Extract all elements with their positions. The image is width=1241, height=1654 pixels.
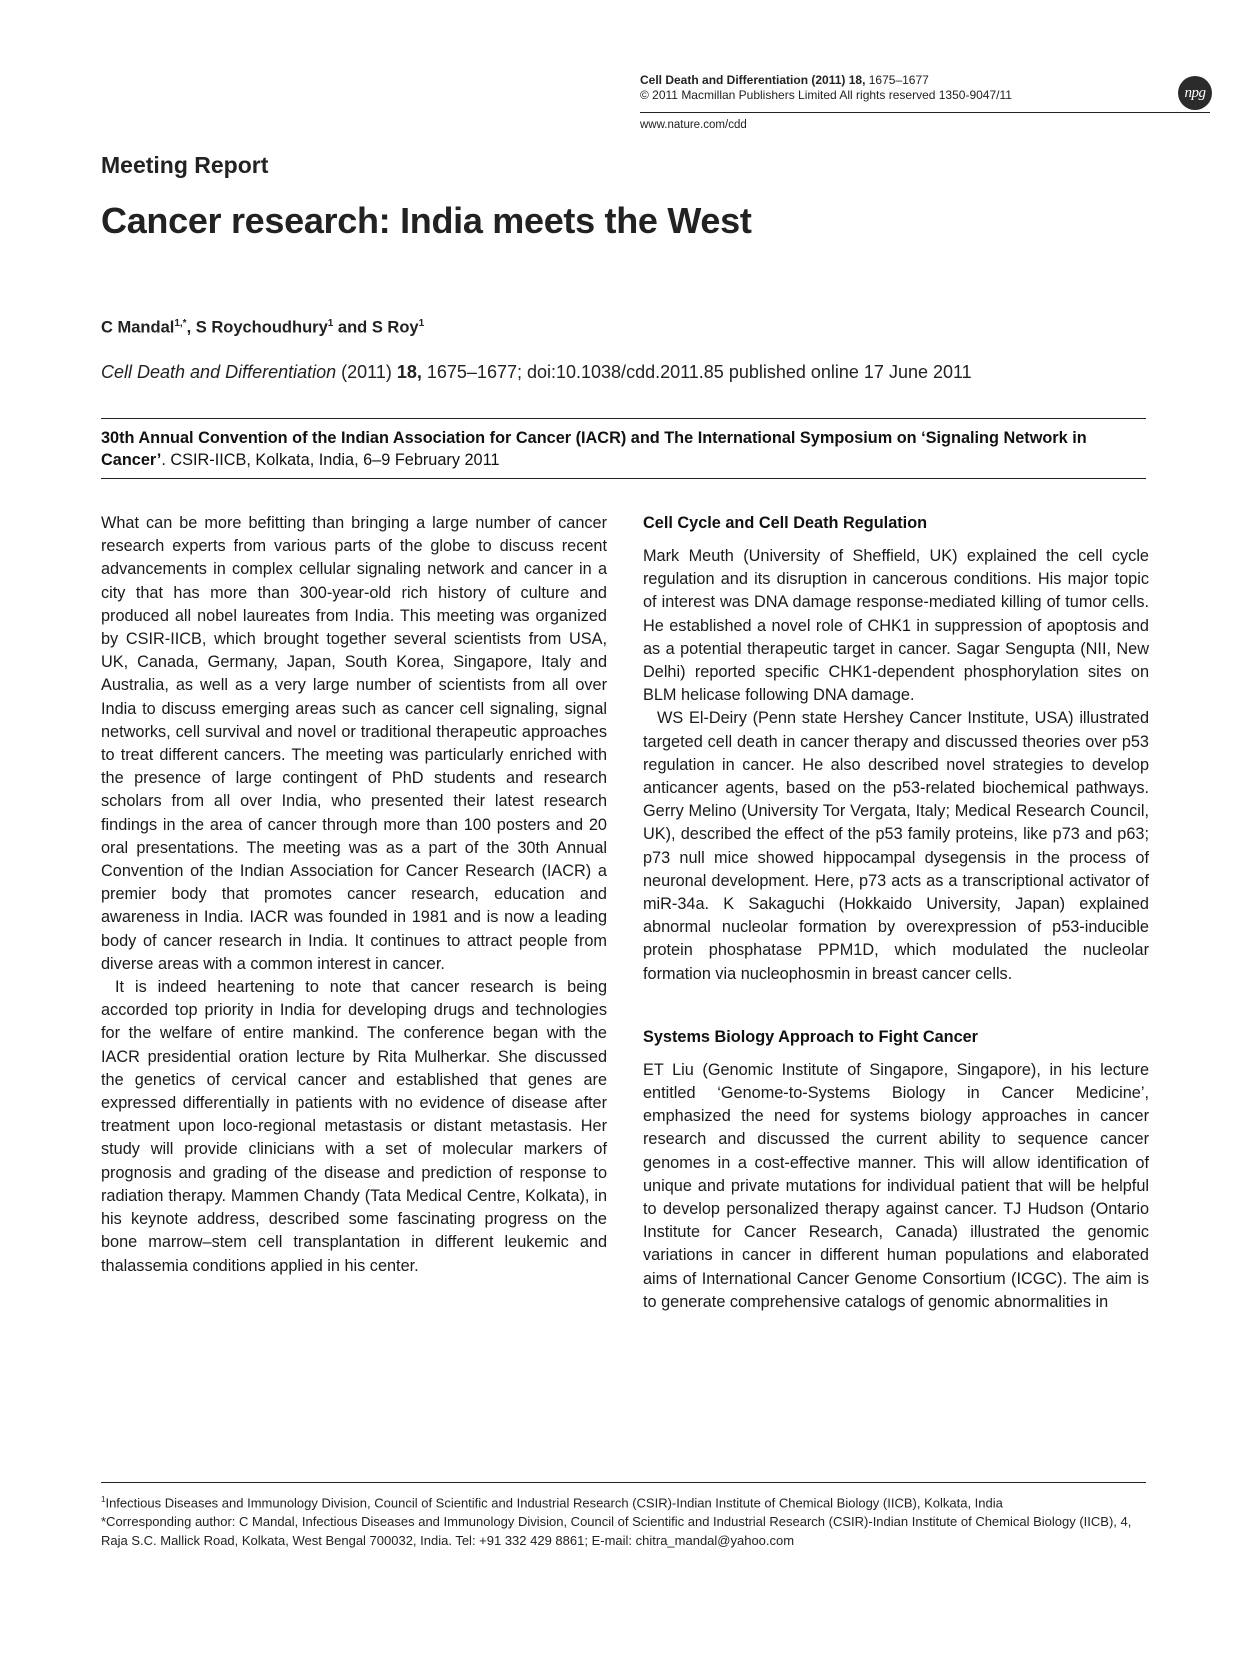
footnotes: [101, 1490, 1146, 1550]
author-affiliation-mark: 1: [327, 318, 334, 329]
author-name: C Mandal: [101, 318, 175, 337]
author-separator: and: [333, 318, 372, 337]
author-list: [101, 318, 424, 338]
copyright-line: © 2011 Macmillan Publishers Limited All rights reserved 1350-9047/11: [640, 88, 1012, 102]
author-affiliation-mark: 1,*: [174, 318, 187, 329]
body-paragraph: It is indeed heartening to note that cancer research is being accorded top priority in India for developing drugs and technologies for the welfare of entire mankind. The conference began with the IACR presidential oration lecture by Rita Mulherkar. She discussed the genetics of cervical cancer and established that genes are expressed differentially in patients with no evidence of disease after treatment upon loco-regional metastasis or distant metastasis. Her study will provide clinicians with a set of molecular markers of prognosis and grading of the disease and prediction of response to radiation therapy. Mammen Chandy (Tata Medical Centre, Kolkata), in his keynote address, described some fascinating progress on the bone marrow–stem cell transplantation in different leukemic and thalassemia conditions applied in his center.: [101, 978, 607, 1275]
npg-logo-icon: npg: [1178, 76, 1212, 110]
section-heading: Cell Cycle and Cell Death Regulation: [643, 514, 928, 532]
meeting-info-box: [101, 418, 1146, 479]
journal-name: Cell Death and Differentiation: [640, 73, 809, 87]
right-text-column: [643, 512, 1149, 1314]
affiliation-footnote: [101, 1490, 1146, 1512]
body-paragraph: ET Liu (Genomic Institute of Singapore, Singapore), in his lecture entitled ‘Genome-to-Systems Biology in Cancer Medicine’, emphasized the need for systems biology approaches in cancer research and discussed the current ability to sequence cancer genomes in a cost-effective manner. This will allow identification of unique and private mutations for individual patient that will be helpful to develop personalized therapy against cancer. TJ Hudson (Ontario Institute for Cancer Research, Canada) illustrated the genomic variations in cancer in different human populations and elaborated aims of International Cancer Genome Consortium (ICGC). The aim is to generate comprehensive catalogs of genomic abnormalities in: [643, 1060, 1149, 1311]
section-spacer: [643, 986, 1149, 1026]
body-paragraph: What can be more befitting than bringing a large number of cancer research experts from various parts of the globe to discuss recent advancements in complex cellular signaling network and cancer in a city that has more than 300-year-old rich history of culture and produced all nobel laureates from India. This meeting was organized by CSIR-IICB, which brought together several scientists from USA, UK, Canada, Germany, Japan, South Korea, Singapore, Italy and Australia, as well as a very large number of scientists from all over India to discuss emerging areas such as cancer cell signaling, signal networks, cell survival and novel or traditional therapeutic approaches to treat different cancers. The meeting was particularly enriched with the presence of large contingent of PhD students and research scholars from all over India, who presented their latest research findings in the area of cancer through more than 100 posters and 20 oral presentations. The meeting was as a part of the 30th Annual Convention of the Indian Association for Cancer Research (IACR) a premier body that promotes cancer research, education and awareness in India. IACR was founded in 1981 and is now a leading body of cancer research in India. It continues to attract people from diverse areas with a common interest in cancer.: [101, 514, 607, 973]
citation-year: (2011): [336, 362, 397, 382]
journal-citation-line: [640, 73, 1210, 88]
corresponding-author-footnote: *Corresponding author: C Mandal, Infectious Diseases and Immunology Division, Council of Scientific and Industrial Research (CSIR)-Indian Institute of Chemical Biology (IICB), 4, Raja S.C. Mallick Road, Kolkata, West Bengal 700032, India. Tel: +91 332 429 8861; E-mail: chitra_mandal@yahoo.com: [101, 1514, 1132, 1549]
article-section-label: Meeting Report: [101, 152, 269, 178]
meeting-location-date: . CSIR-IICB, Kolkata, India, 6–9 February 2011: [161, 451, 500, 469]
author-name: S Roychoudhury: [195, 318, 328, 337]
author-name: S Roy: [371, 318, 419, 337]
article-citation: [101, 362, 972, 383]
author-affiliation-mark: 1: [418, 318, 425, 329]
section-heading: Systems Biology Approach to Fight Cancer: [643, 1027, 979, 1046]
journal-header: [640, 73, 1210, 103]
body-paragraph: Mark Meuth (University of Sheffield, UK) explained the cell cycle regulation and its disruption in cancerous conditions. His major topic of interest was DNA damage response-mediated killing of tumor cells. He established a novel role of CHK1 in suppression of apoptosis and as a potential therapeutic target in cancer. Sagar Sengupta (NII, New Delhi) reported specific CHK1-dependent phosphorylation sites on BLM helicase following DNA damage.: [643, 547, 1149, 705]
affiliation-text: Infectious Diseases and Immunology Division, Council of Scientific and Industrial Research (CSIR)-Indian Institute of Chemical Biology (IICB), Kolkata, India: [105, 1495, 1003, 1511]
header-divider: [640, 112, 1210, 113]
journal-url-link[interactable]: www.nature.com/cdd: [640, 119, 747, 131]
footnote-divider: [101, 1482, 1146, 1483]
footnote-mark: 1: [101, 1495, 106, 1504]
author-separator: ,: [186, 318, 196, 337]
journal-pages: 1675–1677: [865, 73, 929, 87]
citation-journal: Cell Death and Differentiation: [101, 362, 337, 382]
journal-year-volume: (2011) 18,: [811, 73, 866, 87]
citation-volume: 18,: [396, 362, 422, 382]
article-title: Cancer research: India meets the West: [101, 200, 752, 241]
left-text-column: [101, 512, 607, 1278]
meeting-name: 30th Annual Convention of the Indian Association for Cancer (IACR) and The International Symposium on ‘Signaling Network in Cancer’: [101, 429, 1087, 469]
citation-doi: 1675–1677; doi:10.1038/cdd.2011.85 published online 17 June 2011: [421, 362, 972, 382]
body-paragraph: WS El-Deiry (Penn state Hershey Cancer Institute, USA) illustrated targeted cell death in cancer therapy and discussed theories over p53 regulation in cancer. He also described novel strategies to develop anticancer agents, based on the p53-related biochemical pathways. Gerry Melino (University Tor Vergata, Italy; Medical Research Council, UK), described the effect of the p53 family proteins, like p73 and p63; p73 null mice showed hippocampal dysegensis in the process of neuronal development. Here, p73 acts as a transcriptional activator of miR-34a. K Sakaguchi (Hokkaido University, Japan) explained abnormal nucleolar formation by overexpression of p53-inducible protein phosphatase PPM1D, which modulated the nucleolar formation via nucleophosmin in breast cancer cells.: [643, 709, 1149, 983]
